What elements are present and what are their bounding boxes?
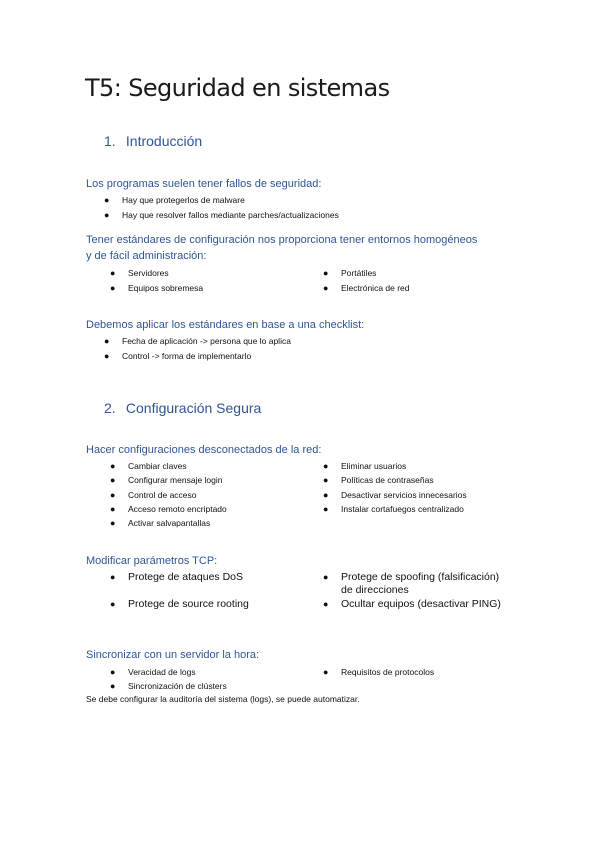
list-item: ● Protege de spoofing (falsificación) de direcciones — [323, 571, 500, 596]
intro-list-checklist — [104, 334, 291, 363]
intro-list-equipos-left — [110, 266, 204, 295]
bullet-icon: ● — [104, 209, 110, 220]
list-item: ● Cambiar claves — [128, 459, 227, 473]
config-lead-hora: Sincronizar con un servidor la hora: — [86, 649, 260, 661]
bullet-icon: ● — [110, 461, 116, 471]
bullet-icon: ● — [323, 489, 329, 500]
bullet-icon: ● — [110, 667, 116, 677]
bullet-icon: ● — [104, 195, 110, 205]
bullet-icon: ● — [323, 282, 329, 293]
bullet-icon: ● — [110, 572, 116, 582]
bullet-icon: ● — [323, 268, 329, 278]
config-lead-tcp: Modificar parámetros TCP: — [86, 555, 218, 567]
list-item: ● Sincronización de clústers — [128, 679, 227, 693]
list-item: ● Portátiles — [341, 266, 410, 281]
list-item: ● Protege de ataques DoS — [110, 571, 243, 583]
bullet-icon: ● — [110, 518, 116, 529]
intro-list-fallos — [104, 193, 339, 222]
bullet-icon: ● — [104, 336, 110, 346]
list-item: ● Hay que resolver fallos mediante parches/actualizaciones — [122, 208, 339, 223]
list-item: ● Hay que protegerlos de malware — [122, 193, 339, 208]
list-item: ● Ocultar equipos (desactivar PING) — [323, 598, 501, 610]
bullet-icon: ● — [110, 475, 116, 486]
list-item: ● Servidores — [128, 266, 203, 281]
intro-lead-fallos: Los programas suelen tener fallos de seguridad: — [86, 178, 322, 190]
bullet-icon: ● — [110, 268, 116, 278]
bullet-icon: ● — [110, 503, 116, 514]
config-list-desconectados-right — [323, 459, 467, 516]
config-list-hora-left — [110, 665, 227, 694]
section-title: Introducción — [125, 133, 203, 149]
section-title: Configuración Segura — [125, 400, 262, 416]
bullet-icon: ● — [323, 461, 329, 471]
bullet-icon: ● — [323, 503, 329, 514]
intro-lead-estandares: Tener estándares de configuración nos proporciona tener entornos homogéneos y de fácil administración: — [86, 234, 478, 262]
list-item: ● Control de acceso — [128, 488, 227, 502]
list-item: ● Instalar cortafuegos centralizado — [341, 502, 467, 516]
list-item: ● Fecha de aplicación -> persona que lo aplica — [122, 334, 291, 349]
page-title: T5: Seguridad en sistemas — [85, 74, 390, 102]
bullet-icon: ● — [110, 599, 116, 609]
bullet-icon: ● — [110, 681, 116, 692]
config-list-hora-right — [323, 665, 435, 679]
list-item: ● Acceso remoto encriptado — [128, 502, 227, 516]
section-heading-introduccion — [104, 133, 202, 149]
section-number: 2. — [104, 400, 116, 416]
bullet-icon: ● — [110, 282, 116, 293]
list-item: ● Requisitos de protocolos — [341, 665, 434, 679]
config-note-auditoria: Se debe configurar la auditoría del sistema (logs), se puede automatizar. — [86, 694, 360, 704]
bullet-icon: ● — [323, 667, 329, 677]
bullet-icon: ● — [104, 350, 110, 361]
list-item: ● Políticas de contraseñas — [341, 473, 467, 487]
bullet-icon: ● — [323, 475, 329, 486]
bullet-icon: ● — [110, 489, 116, 500]
intro-list-equipos-right — [323, 266, 410, 295]
list-item: ● Eliminar usuarios — [341, 459, 467, 473]
list-item: ● Protege de source rooting — [110, 598, 249, 610]
list-item: ● Veracidad de logs — [128, 665, 227, 679]
config-lead-desconectados: Hacer configuraciones desconectados de la red: — [86, 444, 322, 456]
intro-lead-checklist: Debemos aplicar los estándares en base a una checklist: — [86, 319, 365, 331]
list-item: ● Control -> forma de implementarlo — [122, 349, 291, 364]
list-item: ● Desactivar servicios innecesarios — [341, 488, 467, 502]
list-item: ● Equipos sobremesa — [128, 281, 203, 296]
list-item: ● Configurar mensaje login — [128, 473, 227, 487]
bullet-icon: ● — [323, 572, 329, 582]
list-item: ● Activar salvapantallas — [128, 516, 227, 530]
list-item: ● Electrónica de red — [341, 281, 410, 296]
config-list-tcp-left — [110, 571, 249, 611]
section-heading-configuracion — [104, 400, 261, 416]
config-list-desconectados-left — [110, 459, 227, 530]
section-number: 1. — [104, 133, 116, 149]
config-list-tcp-right — [323, 571, 501, 611]
bullet-icon: ● — [323, 599, 329, 609]
